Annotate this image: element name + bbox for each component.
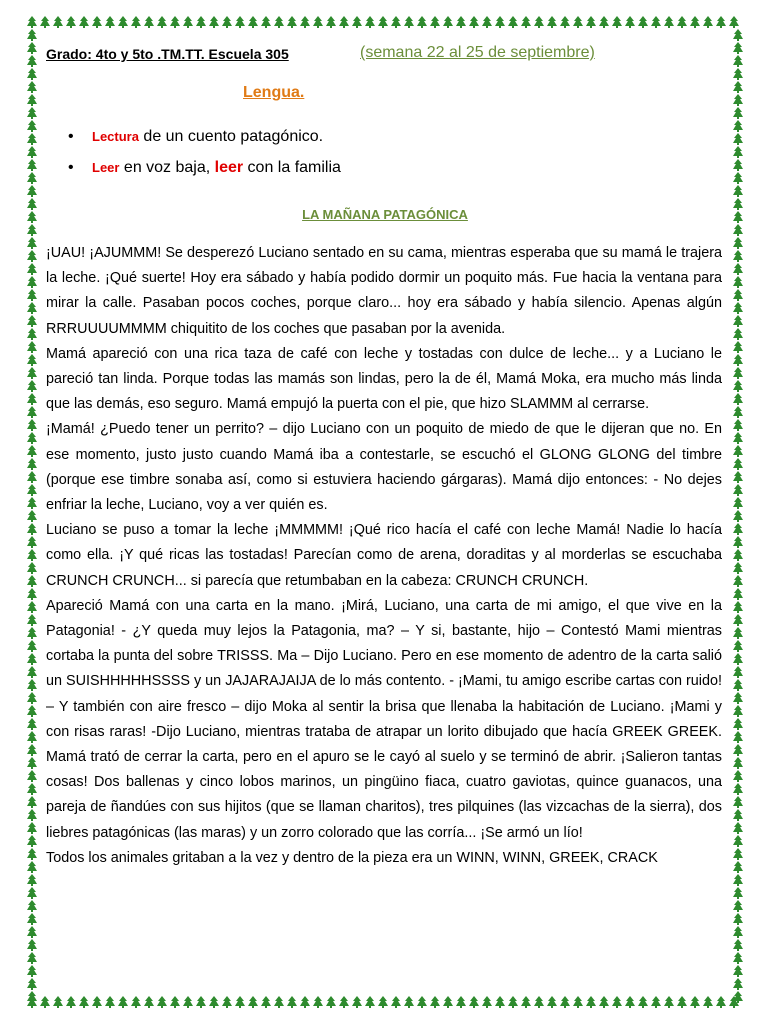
tree-icon: [27, 653, 37, 665]
tree-icon: [131, 16, 141, 28]
tree-icon: [27, 913, 37, 925]
tree-icon: [27, 458, 37, 470]
tree-icon: [508, 996, 518, 1008]
tree-icon: [733, 458, 743, 470]
tree-icon: [733, 731, 743, 743]
tree-icon: [92, 996, 102, 1008]
tree-icon: [27, 926, 37, 938]
tree-icon: [690, 16, 700, 28]
tree-icon: [27, 471, 37, 483]
tree-icon: [733, 900, 743, 912]
tree-icon: [27, 770, 37, 782]
tree-icon: [733, 562, 743, 574]
tree-icon: [27, 354, 37, 366]
tree-icon: [365, 996, 375, 1008]
tree-icon: [105, 16, 115, 28]
tree-icon: [586, 996, 596, 1008]
tree-icon: [118, 16, 128, 28]
tree-icon: [733, 94, 743, 106]
tree-icon: [27, 224, 37, 236]
tree-icon: [27, 94, 37, 106]
tree-icon: [651, 996, 661, 1008]
tree-icon: [27, 562, 37, 574]
tree-icon: [287, 16, 297, 28]
tree-icon: [196, 996, 206, 1008]
tree-icon: [703, 16, 713, 28]
tree-icon: [733, 276, 743, 288]
tree-icon: [27, 809, 37, 821]
tree-icon: [27, 757, 37, 769]
tree-icon: [733, 42, 743, 54]
story-paragraph: Luciano se puso a tomar la leche ¡MMMMM! ¡Qué rico hacía el café con leche Mamá! Nadie lo hacía como ella. ¡Y qué ricas las tostadas! Parecían como de arena, doraditas y al morderlas se escuchaba CRUNCH CRUNCH... si parecía que retumbaban en la cabeza: CRUNCH CRUNCH.: [46, 522, 722, 589]
tree-icon: [625, 16, 635, 28]
tree-icon: [733, 965, 743, 977]
tree-icon: [53, 996, 63, 1008]
tree-icon: [733, 705, 743, 717]
tree-icon: [27, 432, 37, 444]
tree-icon: [733, 822, 743, 834]
tree-icon: [27, 718, 37, 730]
tree-icon: [733, 679, 743, 691]
tree-icon: [508, 16, 518, 28]
tree-icon: [27, 367, 37, 379]
tree-icon: [733, 640, 743, 652]
tree-icon: [733, 445, 743, 457]
tree-icon: [27, 419, 37, 431]
tree-icon: [27, 887, 37, 899]
tree-icon: [443, 16, 453, 28]
tree-icon: [27, 341, 37, 353]
tree-icon: [733, 29, 743, 41]
tree-icon: [27, 601, 37, 613]
tree-icon: [27, 133, 37, 145]
tree-icon: [27, 120, 37, 132]
tree-icon: [313, 996, 323, 1008]
tree-icon: [716, 996, 726, 1008]
tree-icon: [196, 16, 206, 28]
tree-icon: [27, 692, 37, 704]
tree-icon: [495, 996, 505, 1008]
tree-icon: [27, 978, 37, 990]
tree-icon: [733, 783, 743, 795]
tree-icon: [456, 16, 466, 28]
tree-icon: [274, 996, 284, 1008]
tree-icon: [352, 16, 362, 28]
subject-heading: Lengua.: [243, 84, 305, 101]
tree-icon: [733, 809, 743, 821]
tree-icon: [222, 996, 232, 1008]
tree-icon: [27, 250, 37, 262]
tree-icon: [27, 731, 37, 743]
tree-icon: [27, 315, 37, 327]
tree-icon: [733, 68, 743, 80]
tree-icon: [27, 991, 37, 1003]
tree-icon: [27, 939, 37, 951]
tree-icon: [131, 996, 141, 1008]
tree-icon: [27, 172, 37, 184]
task-highlight: Lectura: [92, 129, 139, 144]
tree-icon: [677, 16, 687, 28]
tree-icon: [733, 666, 743, 678]
grade-label: Grado: 4to y 5to .TM.TT. Escuela 305: [46, 46, 289, 62]
tree-icon: [521, 16, 531, 28]
tree-icon: [733, 81, 743, 93]
tree-icon: [733, 159, 743, 171]
tree-icon: [733, 718, 743, 730]
tree-icon: [733, 406, 743, 418]
tree-icon: [27, 666, 37, 678]
tree-icon: [733, 939, 743, 951]
tree-icon: [733, 536, 743, 548]
tree-icon: [677, 996, 687, 1008]
tree-icon: [733, 289, 743, 301]
week-label: (semana 22 al 25 de septiembre): [360, 44, 595, 61]
tree-icon: [417, 16, 427, 28]
tree-icon: [733, 744, 743, 756]
tree-icon: [733, 146, 743, 158]
tree-icon: [27, 497, 37, 509]
tree-icon: [733, 354, 743, 366]
tree-icon: [27, 744, 37, 756]
tree-icon: [534, 996, 544, 1008]
tree-icon: [40, 996, 50, 1008]
tree-icon: [27, 107, 37, 119]
tree-icon: [92, 16, 102, 28]
tree-icon: [733, 237, 743, 249]
tree-icon: [27, 380, 37, 392]
tree-icon: [79, 996, 89, 1008]
tree-icon: [27, 952, 37, 964]
tree-icon: [27, 679, 37, 691]
tree-icon: [27, 900, 37, 912]
tree-icon: [417, 996, 427, 1008]
tree-icon: [625, 996, 635, 1008]
tree-icon: [733, 614, 743, 626]
tree-icon: [261, 996, 271, 1008]
tree-icon: [664, 996, 674, 1008]
tree-icon: [27, 237, 37, 249]
story-paragraph: Todos los animales gritaban a la vez y dentro de la pieza era un WINN, WINN, GREEK, CRACK: [46, 849, 658, 866]
tree-icon: [733, 198, 743, 210]
tree-icon: [703, 996, 713, 1008]
tree-icon: [733, 185, 743, 197]
tree-icon: [352, 996, 362, 1008]
tree-icon: [27, 185, 37, 197]
worksheet: [40, 36, 730, 986]
tree-icon: [573, 996, 583, 1008]
task-highlight: Leer: [92, 160, 120, 175]
tree-icon: [27, 640, 37, 652]
tree-icon: [469, 996, 479, 1008]
tree-icon: [27, 835, 37, 847]
tree-icon: [27, 965, 37, 977]
tree-icon: [733, 419, 743, 431]
tree-icon: [599, 16, 609, 28]
tree-icon: [261, 16, 271, 28]
tree-icon: [27, 523, 37, 535]
tree-icon: [27, 874, 37, 886]
tree-icon: [482, 16, 492, 28]
tree-icon: [326, 16, 336, 28]
tree-icon: [733, 172, 743, 184]
tree-icon: [365, 16, 375, 28]
tree-icon: [733, 575, 743, 587]
tree-icon: [664, 16, 674, 28]
tree-icon: [733, 367, 743, 379]
tree-icon: [430, 996, 440, 1008]
tree-icon: [638, 996, 648, 1008]
tree-icon: [560, 16, 570, 28]
tree-icon: [27, 575, 37, 587]
tree-icon: [733, 796, 743, 808]
tree-icon: [733, 523, 743, 535]
tree-icon: [27, 29, 37, 41]
tree-icon: [733, 133, 743, 145]
tree-icon: [40, 16, 50, 28]
tree-icon: [27, 198, 37, 210]
tree-icon: [547, 996, 557, 1008]
task-text: con la familia: [243, 159, 341, 176]
tree-icon: [469, 16, 479, 28]
tree-icon: [300, 996, 310, 1008]
tree-icon: [599, 996, 609, 1008]
tree-icon: [733, 770, 743, 782]
tree-icon: [27, 263, 37, 275]
tree-icon: [27, 536, 37, 548]
story-title: LA MAÑANA PATAGÓNICA: [302, 207, 468, 222]
tree-icon: [27, 822, 37, 834]
tree-icon: [733, 835, 743, 847]
tree-icon: [733, 692, 743, 704]
tree-icon: [53, 16, 63, 28]
tree-icon: [27, 588, 37, 600]
tree-icon: [27, 614, 37, 626]
tree-icon: [27, 276, 37, 288]
tree-icon: [733, 653, 743, 665]
tree-icon: [733, 926, 743, 938]
tree-icon: [638, 16, 648, 28]
tree-icon: [733, 55, 743, 67]
tree-icon: [27, 302, 37, 314]
tree-icon: [27, 627, 37, 639]
tree-icon: [547, 16, 557, 28]
tree-icon: [733, 978, 743, 990]
tree-icon: [378, 16, 388, 28]
tree-icon: [391, 996, 401, 1008]
tree-icon: [733, 887, 743, 899]
tree-icon: [443, 996, 453, 1008]
tree-icon: [27, 848, 37, 860]
tree-icon: [27, 705, 37, 717]
tree-icon: [729, 16, 739, 28]
tree-icon: [733, 861, 743, 873]
tree-icon: [612, 16, 622, 28]
tree-icon: [79, 16, 89, 28]
tree-icon: [144, 16, 154, 28]
tree-icon: [313, 16, 323, 28]
tree-icon: [733, 913, 743, 925]
task-text: de un cuento patagónico.: [138, 128, 324, 145]
story-paragraph: ¡Mamá! ¿Puedo tener un perrito? – dijo Luciano con un poquito de miedo de que le dijeran que no. En ese momento, justo justo cuando Mamá iba a contestarle, se escuchó el GLONG GLONG del timbre (porque ese timbre sonaba así, como si estuviera haciendo gárgaras). Mamá dijo entonces: - No dejes enfriar la leche, Luciano, voy a ver quién es.: [46, 421, 722, 514]
tree-icon: [66, 996, 76, 1008]
tree-icon: [430, 16, 440, 28]
tree-icon: [690, 996, 700, 1008]
story-paragraph: Mamá apareció con una rica taza de café con leche y tostadas con dulce de leche... y a Luciano le pareció tan linda. Porque todas las mamás son lindas, pero la de él, Mamá Moka, era mucho más linda que las demás, eso seguro. Mamá empujó la puerta con el pie, que hizo SLAMMM al cerrarse.: [46, 345, 722, 413]
tree-icon: [733, 497, 743, 509]
tree-icon: [248, 996, 258, 1008]
tree-icon: [612, 996, 622, 1008]
tree-icon: [27, 81, 37, 93]
tree-icon: [521, 996, 531, 1008]
tree-icon: [586, 16, 596, 28]
tree-icon: [27, 445, 37, 457]
tree-icon: [209, 996, 219, 1008]
tree-icon: [733, 757, 743, 769]
tree-icon: [733, 471, 743, 483]
tree-icon: [733, 250, 743, 262]
tree-icon: [300, 16, 310, 28]
story-body: [46, 241, 722, 871]
tree-icon: [733, 848, 743, 860]
tree-icon: [495, 16, 505, 28]
tree-icon: [118, 996, 128, 1008]
task-text: en voz baja,: [119, 159, 215, 176]
tree-icon: [456, 996, 466, 1008]
tree-icon: [733, 484, 743, 496]
tree-icon: [326, 996, 336, 1008]
tree-icon: [235, 16, 245, 28]
tree-icon: [209, 16, 219, 28]
tree-icon: [378, 996, 388, 1008]
story-paragraph: ¡UAU! ¡AJUMMM! Se desperezó Luciano sentado en su cama, mientras esperaba que su mamá le trajera la leche. ¡Qué suerte! Hoy era sábado y había podido dormir un poquito más. Fue hacia la ventana para mirar la calle. Pasaban pocos coches, porque claro... hoy era sábado y había silencio. Apenas algún RRRUUUUMMMM chiquitito de los coches que pasaban por la avenida.: [46, 245, 722, 337]
tree-icon: [733, 224, 743, 236]
tree-icon: [183, 16, 193, 28]
tree-icon: [157, 996, 167, 1008]
tree-icon: [733, 107, 743, 119]
tree-icon: [27, 55, 37, 67]
tree-icon: [573, 16, 583, 28]
tree-icon: [170, 996, 180, 1008]
tree-icon: [733, 393, 743, 405]
tree-icon: [733, 315, 743, 327]
tree-icon: [733, 627, 743, 639]
tree-icon: [27, 393, 37, 405]
tree-icon: [157, 16, 167, 28]
tree-icon: [27, 42, 37, 54]
tree-icon: [733, 952, 743, 964]
tree-icon: [27, 406, 37, 418]
tree-icon: [287, 996, 297, 1008]
tree-icon: [222, 16, 232, 28]
tree-icon: [733, 432, 743, 444]
tree-icon: [651, 16, 661, 28]
tree-icon: [27, 328, 37, 340]
tree-icon: [339, 16, 349, 28]
tree-icon: [733, 510, 743, 522]
tree-icon: [170, 16, 180, 28]
tree-icon: [733, 341, 743, 353]
tree-icon: [733, 549, 743, 561]
tree-icon: [27, 549, 37, 561]
tree-icon: [27, 510, 37, 522]
tree-icon: [27, 211, 37, 223]
tree-icon: [534, 16, 544, 28]
tree-icon: [66, 16, 76, 28]
tree-icon: [27, 68, 37, 80]
tree-icon: [105, 996, 115, 1008]
tree-icon: [274, 16, 284, 28]
tree-icon: [27, 159, 37, 171]
tree-icon: [339, 996, 349, 1008]
story-paragraph: Apareció Mamá con una carta en la mano. ¡Mirá, Luciano, una carta de mi amigo, el que vive en la Patagonia! - ¿Y queda muy lejos la Patagonia, ma? – Y si, bastante, hijo – Contestó Mami mientras cortaba la punta del sobre TRISSS. Ma – Dijo Luciano. Pero en ese momento de adentro de la carta salió un SUISHHHHHSSSS y un JAJARAJAIJA de lo más contento. - ¡Mami, tu amigo escribe cartas con ruido! – Y también con aire fresco – dijo Moka al sentir la brisa que llenaba la habitación de Luciano. ¡Mami y con risas raras! -Dijo Luciano, mientras trataba de atrapar un lorito dibujado que hacía GREEK GREEK. Mamá trató de cerrar la carta, pero en el apuro se le cayó al suelo y se terminó de abrir. ¡Salieron tantas cosas! Dos ballenas y cinco lobos marinos, un pingüino fiaca, cuatro gaviotas, quince guanacos, una pareja de ñandúes con sus hijitos (que se llaman charitos), tres pilquines (las vizcachas de la sierra), dos liebres patagónicas (las maras) y un zorro colorado que las corría... ¡Se armó un lío!: [46, 597, 722, 841]
tree-icon: [733, 211, 743, 223]
tree-icon: [733, 120, 743, 132]
tree-icon: [404, 996, 414, 1008]
tree-icon: [27, 783, 37, 795]
header: [46, 44, 726, 68]
tree-icon: [235, 996, 245, 1008]
tree-icon: [733, 380, 743, 392]
tree-icon: [733, 263, 743, 275]
tree-icon: [733, 328, 743, 340]
tree-icon: [27, 861, 37, 873]
tree-icon: [248, 16, 258, 28]
tree-icon: [404, 16, 414, 28]
tree-icon: [27, 796, 37, 808]
tree-icon: [27, 146, 37, 158]
tree-icon: [560, 996, 570, 1008]
tree-icon: [716, 16, 726, 28]
tree-icon: [733, 601, 743, 613]
tree-icon: [733, 874, 743, 886]
tree-icon: [183, 996, 193, 1008]
tree-icon: [144, 996, 154, 1008]
tree-icon: [482, 996, 492, 1008]
tree-icon: [27, 484, 37, 496]
tree-icon: [391, 16, 401, 28]
tree-icon: [27, 289, 37, 301]
tree-icon: [733, 302, 743, 314]
tree-icon: [733, 588, 743, 600]
tree-icon: [27, 16, 37, 28]
task-highlight-2: leer: [214, 159, 244, 176]
